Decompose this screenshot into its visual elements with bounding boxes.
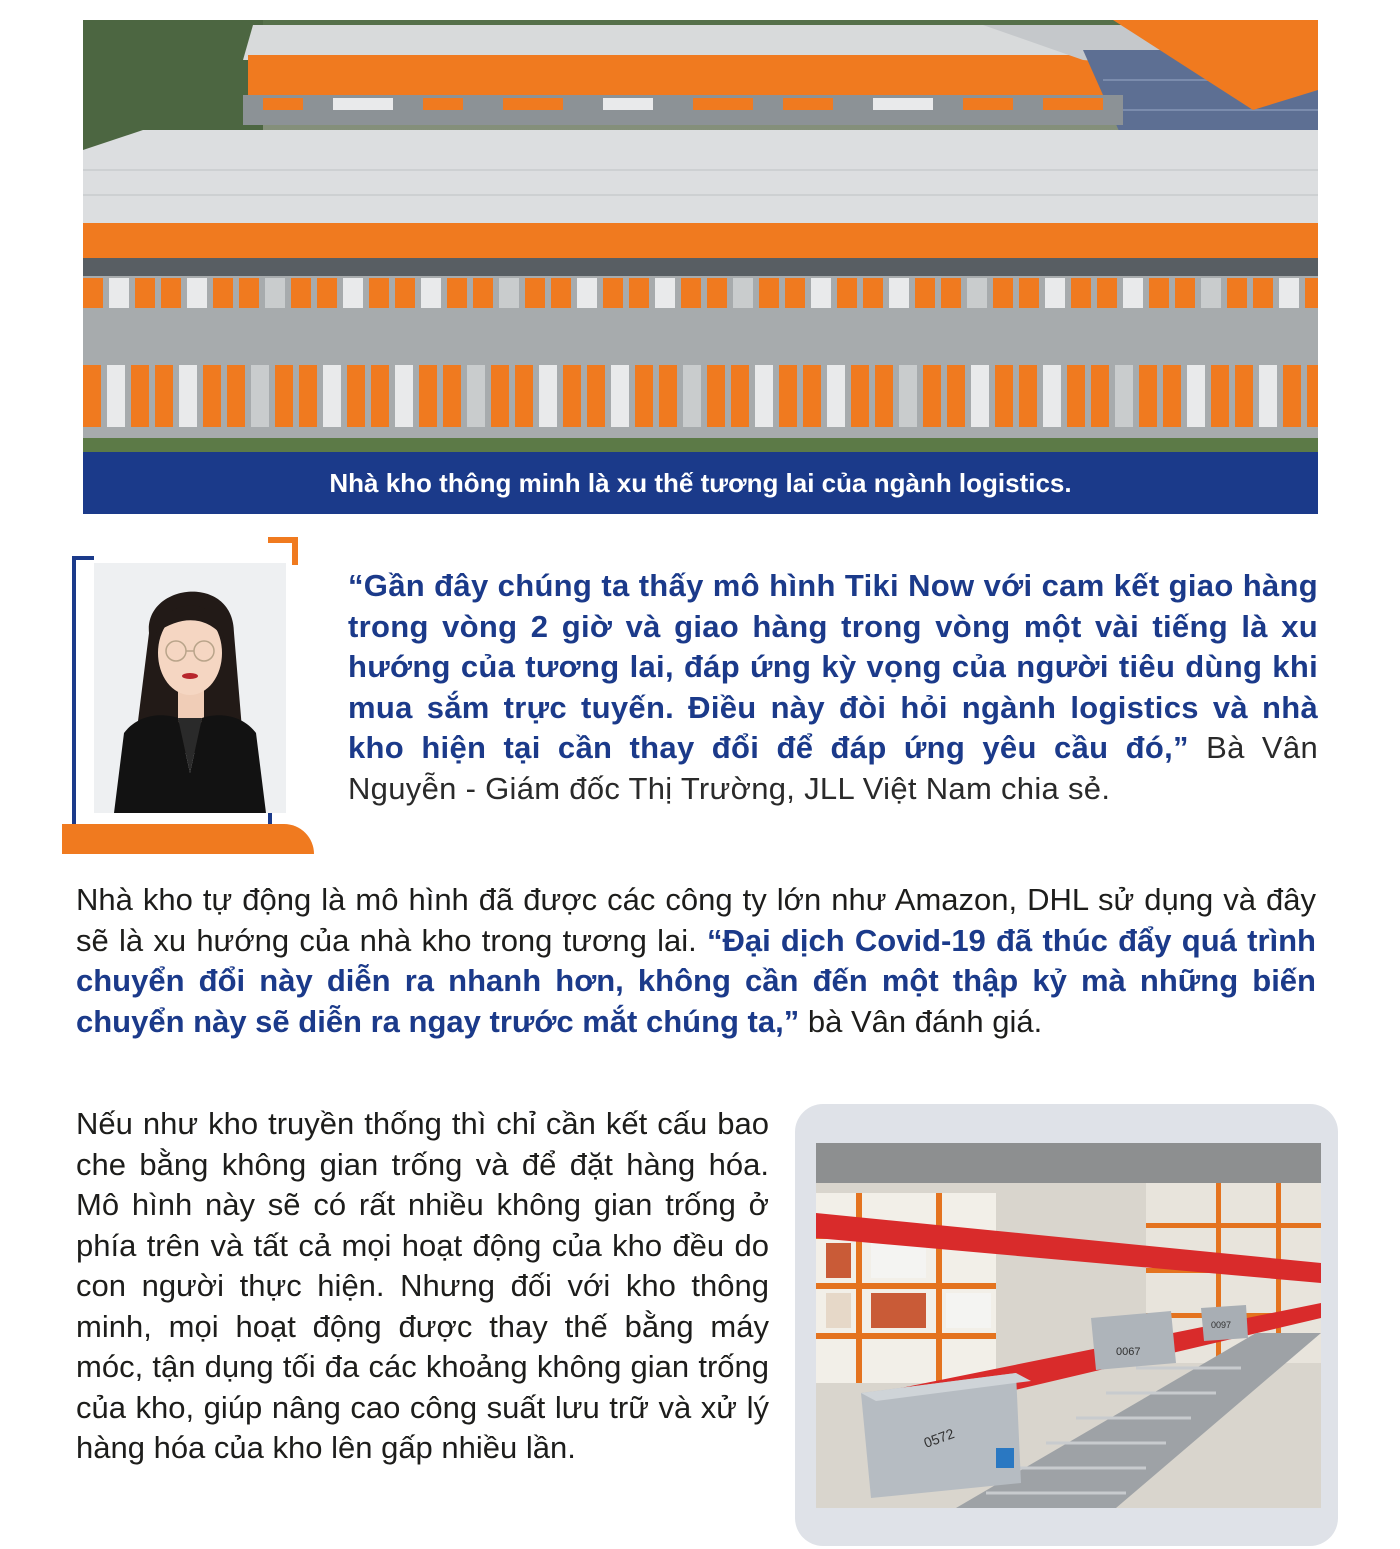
quote-left-bracket (72, 556, 94, 830)
truck-trailer (915, 278, 935, 308)
truck-trailer (941, 278, 961, 308)
truck-trailer (447, 278, 467, 308)
truck-trailer (499, 278, 519, 308)
conveyor-illustration (816, 1143, 1321, 1508)
truck-trailer (759, 278, 779, 308)
bin-label-small: 0097 (1211, 1320, 1232, 1330)
paragraph-1-tail: bà Vân đánh giá. (799, 1003, 1043, 1039)
truck-trailer (755, 365, 773, 427)
truck-trailer (899, 365, 917, 427)
truck-trailer (83, 278, 103, 308)
truck-trailer (1307, 365, 1318, 427)
paragraph-1-lead: Nhà kho tự động là mô hình đã được các công ty lớn như Amazon, DHL sử dụng và đây sẽ là xu hướng của nhà kho trong tương lai. (76, 882, 1316, 958)
speaker-portrait (94, 563, 286, 813)
truck-trailer (1305, 278, 1318, 308)
truck-trailer (1175, 278, 1195, 308)
truck-trailer (1019, 278, 1039, 308)
truck-trailer (131, 365, 149, 427)
truck-trailer (299, 365, 317, 427)
truck-trailer (603, 278, 623, 308)
truck-trailer (539, 365, 557, 427)
truck-trailer (1091, 365, 1109, 427)
truck-trailer (947, 365, 965, 427)
truck-trailer (707, 278, 727, 308)
truck-trailer (655, 278, 675, 308)
truck-trailer (317, 278, 337, 308)
truck-trailer (1283, 365, 1301, 427)
truck-trailer (811, 278, 831, 308)
truck-trailer (443, 365, 461, 427)
truck-trailer (265, 278, 285, 308)
truck-trailer (473, 278, 493, 308)
quote-text (348, 566, 1318, 809)
truck-trailer (889, 278, 909, 308)
truck-trailer (187, 278, 207, 308)
truck-trailer (291, 278, 311, 308)
truck-trailer (707, 365, 725, 427)
truck-trailer (577, 278, 597, 308)
truck-trailer (395, 365, 413, 427)
truck-trailer (995, 365, 1013, 427)
truck-trailer (785, 278, 805, 308)
truck-trailer (419, 365, 437, 427)
hero-caption: Nhà kho thông minh là xu thế tương lai của ngành logistics. (329, 467, 1072, 498)
truck-trailer (343, 278, 363, 308)
truck-trailer (109, 278, 129, 308)
hero-photo (83, 20, 1318, 452)
truck-trailer (971, 365, 989, 427)
truck-trailer (803, 365, 821, 427)
truck-trailer (1279, 278, 1299, 308)
paragraph-1-quote: “Đại dịch Covid-19 đã thúc đẩy quá trình chuyển đổi này diễn ra nhanh hơn, không cần đến một thập kỷ mà những biến chuyển này sẽ diễn ra ngay trước mắt chúng ta,” (76, 922, 1316, 1039)
truck-trailer (83, 365, 101, 427)
truck-trailer (395, 278, 415, 308)
portrait-illustration (94, 563, 286, 813)
truck-trailer (1211, 365, 1229, 427)
truck-trailer (525, 278, 545, 308)
truck-trailer (1139, 365, 1157, 427)
truck-trailer (1097, 278, 1117, 308)
warehouse-aerial-illustration (83, 20, 1318, 452)
truck-trailer (515, 365, 533, 427)
truck-trailer (1149, 278, 1169, 308)
truck-trailer (1123, 278, 1143, 308)
truck-trailer (275, 365, 293, 427)
truck-trailer (421, 278, 441, 308)
truck-trailer (611, 365, 629, 427)
truck-trailer (1071, 278, 1091, 308)
truck-trailer (347, 365, 365, 427)
truck-trailer (563, 365, 581, 427)
truck-trailer (161, 278, 181, 308)
truck-trailer (837, 278, 857, 308)
truck-trailer (587, 365, 605, 427)
truck-trailer (731, 365, 749, 427)
truck-trailer (1235, 365, 1253, 427)
truck-trailer (923, 365, 941, 427)
truck-trailer (993, 278, 1013, 308)
truck-trailer (1067, 365, 1085, 427)
truck-trailer (1259, 365, 1277, 427)
truck-trailer (1227, 278, 1247, 308)
truck-trailer (369, 278, 389, 308)
truck-trailer (227, 365, 245, 427)
truck-trailer (179, 365, 197, 427)
truck-trailer (203, 365, 221, 427)
truck-trailer (683, 365, 701, 427)
truck-trailer (467, 365, 485, 427)
truck-trailer (213, 278, 233, 308)
truck-trailer (107, 365, 125, 427)
bin-label-medium: 0067 (1116, 1346, 1141, 1358)
truck-trailer (323, 365, 341, 427)
truck-trailer (491, 365, 509, 427)
truck-trailer (733, 278, 753, 308)
paragraph-1 (76, 880, 1316, 1042)
truck-trailer (371, 365, 389, 427)
truck-trailer (1163, 365, 1181, 427)
truck-trailer (1187, 365, 1205, 427)
truck-trailer (1043, 365, 1061, 427)
truck-trailer (635, 365, 653, 427)
truck-trailer (629, 278, 649, 308)
quote-right-bracket (268, 537, 298, 565)
quote-bold: “Gần đây chúng ta thấy mô hình Tiki Now với cam kết giao hàng trong vòng 2 giờ và giao hàng trong vòng một vài tiếng là xu hướng của tương lai, đáp ứng kỳ vọng của người tiêu dùng khi mua sắm trực tuyến. Điều này đòi hỏi ngành logistics và nhà kho hiện tại cần thay đổi để đáp ứng yêu cầu đó,” (348, 568, 1318, 765)
truck-trailer (155, 365, 173, 427)
truck-trailer (851, 365, 869, 427)
truck-trailer (875, 365, 893, 427)
truck-trailer (1045, 278, 1065, 308)
truck-trailer (251, 365, 269, 427)
truck-trailer (863, 278, 883, 308)
truck-trailer (681, 278, 701, 308)
truck-trailer (1019, 365, 1037, 427)
truck-trailer (135, 278, 155, 308)
truck-trailer (551, 278, 571, 308)
paragraph-2: Nếu như kho truyền thống thì chỉ cần kết cấu bao che bằng không gian trống và để đặt hàng hóa. Mô hình này sẽ có rất nhiều không gian trống ở phía trên và tất cả mọi hoạt động của kho đều do con người thực hiện. Nhưng đối với kho thông minh, mọi hoạt động được thay thế bằng máy móc, tận dụng tối đa các khoảng không gian trống của kho, giúp nâng cao công suất lưu trữ và xử lý hàng hóa của kho lên gấp nhiều lần. (76, 1106, 769, 1465)
truck-trailer (659, 365, 677, 427)
truck-trailer (779, 365, 797, 427)
truck-trailer (1115, 365, 1133, 427)
truck-trailer (967, 278, 987, 308)
quote-orange-base (62, 824, 314, 854)
conveyor-photo (816, 1143, 1321, 1508)
truck-trailer (1201, 278, 1221, 308)
quote-attribution: Bà Vân Nguyễn - Giám đốc Thị Trường, JLL Việt Nam chia sẻ. (348, 730, 1318, 806)
truck-trailer (827, 365, 845, 427)
bin-label-large: 0572 (921, 1425, 957, 1451)
hero-caption-bar (83, 452, 1318, 514)
truck-trailer (239, 278, 259, 308)
truck-trailer (1253, 278, 1273, 308)
